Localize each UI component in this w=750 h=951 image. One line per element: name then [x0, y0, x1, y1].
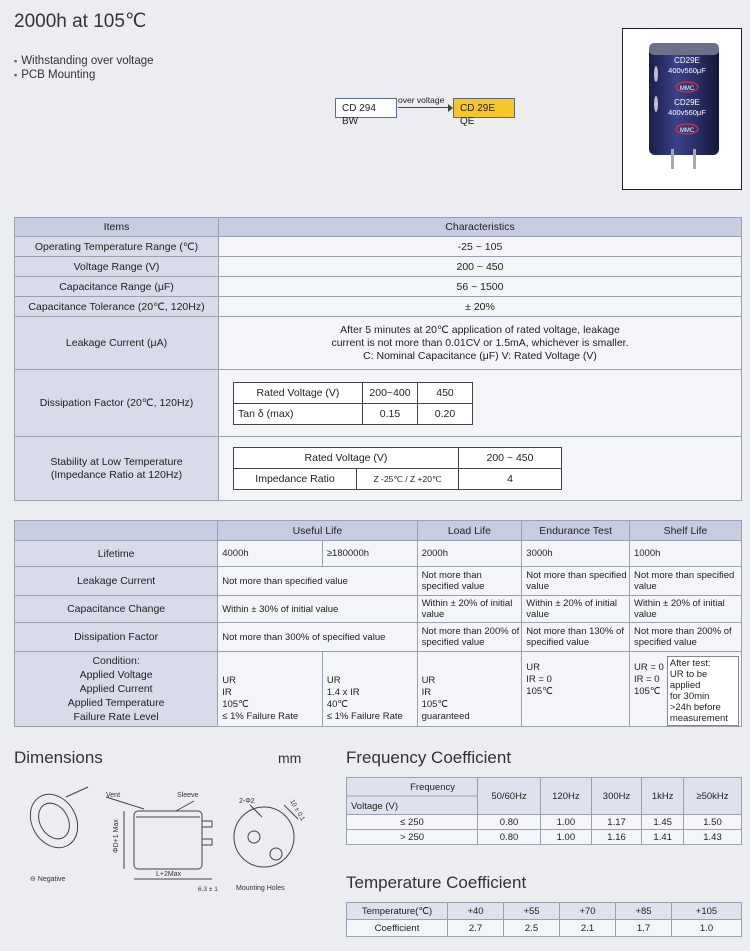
temp-col: +105 [672, 903, 742, 920]
freq-corner-top: Frequency [410, 782, 455, 793]
freq-cell: 0.80 [478, 830, 541, 845]
temp-col: +70 [560, 903, 616, 920]
cond-value: 105℃ [633, 686, 661, 697]
life-cell: Within ± 20% of initial value [417, 596, 522, 623]
spec-value-stability [219, 437, 742, 501]
life-cell: 1000h [629, 541, 741, 567]
spec-value: -25 ~ 105 [219, 237, 742, 257]
leakage-line: current is not more than 0.01CV or 1.5mA, whichever is smaller. [331, 336, 629, 349]
life-row-label: Lifetime [15, 541, 218, 567]
temp-cell: 1.7 [616, 920, 672, 937]
photo-label1: CD29E [674, 56, 700, 65]
stab-r0: Impedance Ratio [234, 469, 357, 490]
temp-table [346, 902, 742, 937]
cond-useful-1 [218, 652, 323, 727]
life-cell: 2000h [417, 541, 522, 567]
temp-row-label: Coefficient [347, 920, 448, 937]
stability-line: Stability at Low Temperature [50, 455, 183, 468]
life-cell: Not more than 300% of specified value [218, 623, 417, 652]
spec-item: Operating Temperature Range (℃) [15, 237, 219, 257]
stab-inner-table [233, 447, 562, 490]
spec-header-items: Items [15, 218, 219, 237]
df-r2: 0.20 [418, 403, 473, 424]
freq-cell: 1.45 [642, 815, 684, 830]
cond-label: Applied Temperature [67, 697, 165, 709]
dim-sleeve: Sleeve [177, 792, 199, 799]
life-cell: Within ± 20% of initial value [629, 596, 741, 623]
df-h0: Rated Voltage (V) [234, 382, 363, 403]
stab-r1: Z -25℃ / Z +20℃ [357, 469, 459, 490]
freq-row-label: > 250 [347, 830, 478, 845]
cond-value: UR [222, 675, 236, 686]
life-header-shelf: Shelf Life [629, 521, 741, 541]
photo-label2: 400v560μF [668, 66, 706, 75]
cond-value: UR = 0 [633, 662, 664, 673]
cond-load [417, 652, 522, 727]
feature-item: ▪ Withstanding over voltage [14, 54, 154, 68]
temp-cell: 2.1 [560, 920, 616, 937]
stability-line: (Impedance Ratio at 120Hz) [50, 468, 183, 481]
cond-label: Applied Current [79, 683, 153, 695]
dim-hole-pitch: 10 ± 0.1 [288, 798, 307, 823]
temp-cell: 2.7 [448, 920, 504, 937]
cond-label: Failure Rate Level [73, 711, 159, 723]
spec-header-characteristics: Characteristics [219, 218, 742, 237]
series-from-box: CD 294 BW [335, 98, 397, 118]
life-row-label: Dissipation Factor [15, 623, 218, 652]
life-row-label: Capacitance Change [15, 596, 218, 623]
stab-h1: 200 ~ 450 [459, 448, 562, 469]
life-cell: Not more than 200% of specified value [629, 623, 741, 652]
freq-cell: 1.00 [541, 815, 592, 830]
temp-title: Temperature Coefficient [346, 873, 527, 892]
spec-value: ± 20% [219, 297, 742, 317]
dim-mounting: Mounting Holes [236, 885, 285, 892]
shelf-note-box [667, 656, 739, 726]
cond-value: IR = 0 [526, 674, 552, 685]
cond-value: UR [526, 662, 541, 673]
cond-value: 40℃ [326, 699, 349, 710]
temp-col: +40 [448, 903, 504, 920]
series-to-box: CD 29E QE [453, 98, 515, 118]
life-header-load: Load Life [417, 521, 522, 541]
capacitor-photo [622, 28, 742, 190]
dim-negative: ⊖ Negative [30, 876, 66, 883]
capacitor-image [623, 29, 741, 189]
dim-hole: 2-Φ2 [239, 798, 255, 805]
spec-item-stability [15, 437, 219, 501]
cond-value: 105℃ [222, 699, 249, 710]
stab-r2: 4 [459, 469, 562, 490]
arrow-line [398, 107, 452, 108]
spec-table [14, 217, 742, 501]
leakage-line: After 5 minutes at 20℃ application of rated voltage, leakage [340, 323, 620, 336]
spec-item-leakage: Leakage Current (μA) [15, 317, 219, 370]
temp-header: Temperature(℃) [347, 903, 448, 920]
note-line: measurement [669, 713, 728, 724]
dim-length: L+2Max [156, 871, 182, 878]
note-line: UR to be applied [669, 669, 708, 691]
df-h2: 450 [418, 382, 473, 403]
cond-value: 105℃ [526, 686, 553, 697]
life-table [14, 520, 742, 727]
life-cell: Not more than 130% of specified value [522, 623, 630, 652]
temp-col: +85 [616, 903, 672, 920]
spec-item: Capacitance Tolerance (20℃, 120Hz) [15, 297, 219, 317]
photo-brand-logo-2: MMC [679, 128, 695, 134]
life-cell: ≥180000h [322, 541, 417, 567]
freq-table [346, 777, 742, 845]
cond-endurance [522, 652, 630, 727]
freq-title: Frequency Coefficient [346, 748, 512, 767]
life-cell: Not more than specified value [417, 567, 522, 596]
df-r1: 0.15 [363, 403, 418, 424]
cond-label: Applied Voltage [79, 669, 153, 681]
note-line: for 30min [669, 691, 710, 702]
feature-list [14, 54, 154, 82]
cond-value: IR = 0 [633, 674, 660, 685]
dim-diameter: ΦD+1 Max [113, 819, 120, 853]
cond-value: ≤ 1% Failure Rate [326, 711, 403, 722]
cond-shelf [629, 652, 741, 727]
stab-h0: Rated Voltage (V) [234, 448, 459, 469]
dimensions-unit: mm [278, 750, 302, 766]
df-inner-table [233, 382, 473, 425]
life-cell: Within ± 20% of initial value [522, 596, 630, 623]
freq-corner [347, 778, 478, 815]
spec-value-df [219, 370, 742, 437]
cond-value: UR [326, 675, 341, 686]
cond-value: guaranteed [421, 711, 470, 722]
series-arrow-label: over voltage [398, 95, 445, 105]
cond-label: Condition: [92, 655, 140, 667]
spec-value-leakage [219, 317, 742, 370]
freq-row-label: ≤ 250 [347, 815, 478, 830]
spec-value: 56 ~ 1500 [219, 277, 742, 297]
df-h1: 200~400 [363, 382, 418, 403]
feature-item: ▪ PCB Mounting [14, 68, 154, 82]
cond-value: IR [421, 687, 432, 698]
freq-col: 300Hz [591, 778, 642, 815]
dim-vent: Vent [106, 792, 121, 799]
life-cell: 4000h [218, 541, 323, 567]
note-line: >24h before [669, 702, 721, 713]
life-cell: 3000h [522, 541, 630, 567]
spec-value: 200 ~ 450 [219, 257, 742, 277]
freq-cell: 1.41 [642, 830, 684, 845]
cond-useful-2 [322, 652, 417, 727]
life-header-endurance: Endurance Test [522, 521, 630, 541]
cond-value: IR [222, 687, 232, 698]
freq-col: 1kHz [642, 778, 684, 815]
leakage-line: C: Nominal Capacitance (μF) V: Rated Voltage (V) [363, 349, 597, 362]
cond-value: 1.4 x IR [326, 687, 360, 698]
dimension-drawing [14, 775, 310, 895]
page-title: 2000h at 105℃ [14, 11, 147, 32]
life-header-useful: Useful Life [218, 521, 417, 541]
life-cell: Not more than 200% of specified value [417, 623, 522, 652]
freq-col: ≥50kHz [683, 778, 741, 815]
freq-corner-bottom: Voltage (V) [351, 801, 398, 812]
spec-item-df: Dissipation Factor (20℃, 120Hz) [15, 370, 219, 437]
life-row-label: Leakage Current [15, 567, 218, 596]
freq-col: 120Hz [541, 778, 592, 815]
dim-pitch: 6.3 ± 1 [198, 886, 218, 893]
life-cell: Not more than specified value [522, 567, 630, 596]
temp-col: +55 [504, 903, 560, 920]
freq-cell: 0.80 [478, 815, 541, 830]
freq-cell: 1.43 [683, 830, 741, 845]
freq-cell: 1.00 [541, 830, 592, 845]
df-r0: Tan δ (max) [234, 403, 363, 424]
photo-brand-logo: MMC [679, 86, 695, 92]
cond-value: UR [421, 675, 436, 686]
life-cell: Within ± 30% of initial value [218, 596, 417, 623]
freq-cell: 1.17 [591, 815, 642, 830]
spec-item: Capacitance Range (μF) [15, 277, 219, 297]
photo-label4: 400v560μF [668, 108, 706, 117]
life-cell: Not more than specified value [629, 567, 741, 596]
cond-value: ≤ 1% Failure Rate [222, 711, 299, 722]
temp-cell: 2.5 [504, 920, 560, 937]
life-row-label-condition [15, 652, 218, 727]
photo-label3: CD29E [674, 98, 700, 107]
freq-col: 50/60Hz [478, 778, 541, 815]
note-line: After test: [669, 658, 711, 669]
dimensions-title: Dimensions [14, 748, 103, 767]
temp-cell: 1.0 [672, 920, 742, 937]
cond-value: 105℃ [421, 699, 449, 710]
spec-item: Voltage Range (V) [15, 257, 219, 277]
life-cell: Not more than specified value [218, 567, 417, 596]
freq-cell: 1.50 [683, 815, 741, 830]
freq-cell: 1.16 [591, 830, 642, 845]
